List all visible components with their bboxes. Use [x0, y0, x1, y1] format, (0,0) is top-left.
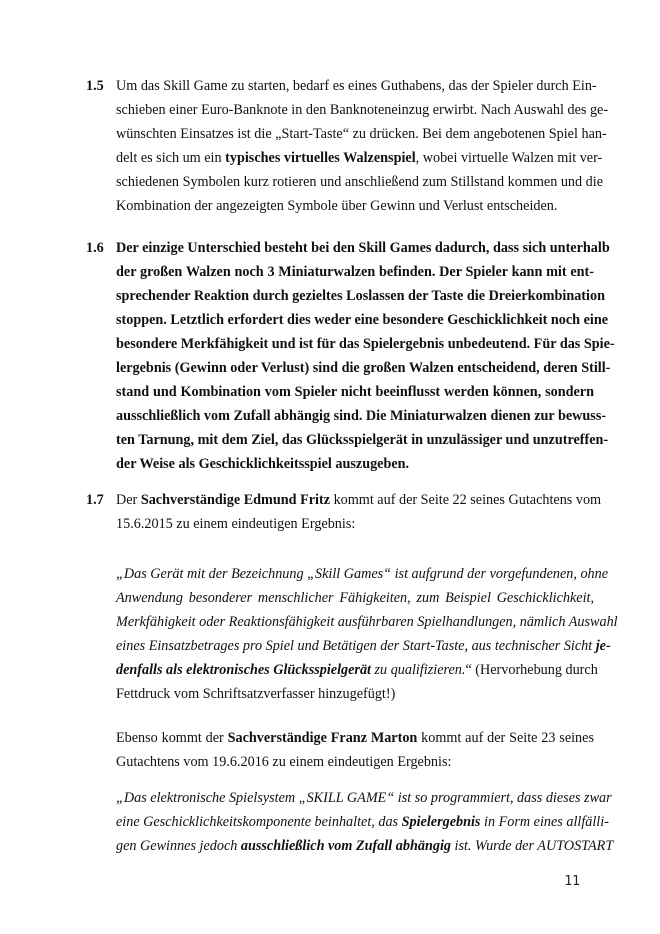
text-run: der großen Walzen noch 3 Miniaturwalzen befinden. Der Spieler kann mit ent- — [116, 264, 594, 280]
text-line — [116, 488, 602, 512]
text-line — [116, 170, 603, 194]
quote-marton — [116, 786, 614, 858]
text-line — [116, 404, 607, 428]
text-line — [116, 810, 609, 834]
page-number: 11 — [564, 874, 580, 889]
text-run: kommt auf der Seite 22 seines Gutachtens vom — [330, 492, 602, 508]
text-line — [116, 834, 614, 858]
text-run: besondere Merkfähigkeit und ist für das Spielergebnis unbedeutend. Für das Spie- — [116, 336, 615, 352]
text-run: wünschten Einsatzes ist die „Start-Taste“ zu drücken. Bei dem angebotenen Spiel han- — [116, 126, 607, 142]
text-run: der Weise als Geschicklichkeitsspiel auszugeben. — [116, 456, 410, 472]
text-line — [116, 726, 594, 750]
text-run: ausschließlich vom Zufall abhängig — [240, 838, 451, 854]
text-run: zu qualifizieren. — [370, 662, 466, 678]
text-line — [116, 308, 609, 332]
text-run: Der einzige Unterschied besteht bei den Skill Games dadurch, dass sich unterhalb — [116, 240, 610, 256]
text-run: typisches virtuelles Walzenspiel — [225, 150, 416, 166]
text-run: ist. Wurde der AUTOSTART — [450, 838, 614, 854]
section-number: 1.6 — [86, 240, 104, 256]
paragraph-body — [116, 236, 615, 476]
text-run: je- — [595, 638, 611, 654]
text-run: sprechender Reaktion durch gezieltes Loslassen der Taste die Dreierkombination — [116, 288, 605, 304]
text-run: Kombination der angezeigten Symbole über Gewinn und Verlust entscheiden. — [116, 198, 558, 214]
text-line — [116, 452, 594, 476]
text-run: delt es sich um ein — [116, 150, 226, 166]
text-run: denfalls als elektronisches Glücksspielgerät — [116, 662, 371, 678]
text-line — [116, 236, 610, 260]
text-run: Merkfähigkeit oder Reaktionsfähigkeit ausführbaren Spielhandlungen, nämlich Auswahl — [116, 614, 618, 630]
text-line — [116, 194, 594, 218]
marton-intro — [116, 726, 594, 774]
text-line — [116, 786, 612, 810]
text-run: kommt auf der Seite 23 seines — [417, 730, 594, 746]
paragraph-body — [116, 74, 609, 218]
text-run: Spielergebnis — [401, 814, 481, 830]
text-run: lergebnis (Gewinn oder Verlust) sind die großen Walzen entscheidend, deren Still- — [116, 360, 611, 376]
text-run: Gutachtens vom 19.6.2016 zu einem eindeutigen Ergebnis: — [116, 754, 452, 770]
text-run: Um das Skill Game zu starten, bedarf es eines Guthabens, das der Spieler durch Ein- — [116, 78, 597, 94]
text-line — [116, 122, 607, 146]
paragraph-body — [116, 488, 602, 536]
text-run: eines Einsatzbetrages pro Spiel und Betätigen der Start-Taste, aus technischer Sicht — [116, 638, 596, 654]
text-run: stoppen. Letztlich erfordert dies weder eine besondere Geschicklichkeit noch eine — [116, 312, 609, 328]
text-run: , wobei virtuelle Walzen mit ver- — [415, 150, 603, 166]
text-run: Sachverständige Edmund Fritz — [140, 492, 331, 508]
text-line — [116, 634, 611, 658]
text-run: stand und Kombination vom Spieler nicht beeinflusst werden können, sondern — [116, 384, 594, 400]
text-line — [116, 586, 594, 610]
text-line — [116, 380, 594, 404]
text-line — [116, 610, 618, 634]
quote-fritz — [116, 562, 618, 706]
section-number: 1.5 — [86, 78, 104, 94]
text-line — [116, 284, 605, 308]
text-run: schiedenen Symbolen kurz rotieren und anschließend zum Stillstand kommen und die — [116, 174, 603, 190]
text-line — [116, 512, 594, 536]
text-run: Anwendung besonderer menschlicher Fähigkeiten, zum Beispiel Geschicklichkeit, — [116, 590, 594, 606]
text-line — [116, 750, 594, 774]
text-run: Fettdruck vom Schriftsatzverfasser hinzugefügt!) — [116, 686, 396, 702]
text-line — [116, 98, 609, 122]
text-run: 15.6.2015 zu einem eindeutigen Ergebnis: — [116, 516, 356, 532]
text-line — [116, 146, 603, 170]
text-line — [116, 682, 594, 706]
text-line — [116, 356, 611, 380]
text-line — [116, 562, 609, 586]
text-run: „Das elektronische Spielsystem „SKILL GAME“ ist so programmiert, dass dieses zwar — [116, 790, 612, 806]
text-line — [116, 74, 597, 98]
text-run: eine Geschicklichkeitskomponente beinhaltet, das — [116, 814, 402, 830]
text-line — [116, 658, 598, 682]
text-run: “ (Hervorhebung durch — [465, 662, 598, 678]
text-run: in Form eines allfälli- — [480, 814, 609, 830]
text-run: „Das Gerät mit der Bezeichnung „Skill Games“ ist aufgrund der vorgefundenen, ohne — [116, 566, 609, 582]
text-run: Der — [116, 492, 141, 508]
text-line — [116, 428, 609, 452]
text-run: ten Tarnung, mit dem Ziel, das Glücksspielgerät in unzulässiger und unzutreffen- — [116, 432, 609, 448]
text-run: Ebenso kommt der — [116, 730, 228, 746]
text-run: gen Gewinnes jedoch — [116, 838, 241, 854]
text-run: Sachverständige Franz Marton — [227, 730, 418, 746]
section-number: 1.7 — [86, 492, 104, 508]
text-line — [116, 260, 594, 284]
text-run: ausschließlich vom Zufall abhängig sind. Die Miniaturwalzen dienen zur bewuss- — [116, 408, 607, 424]
text-run: schieben einer Euro-Banknote in den Banknoteneinzug erwirbt. Nach Auswahl des ge- — [116, 102, 609, 118]
text-line — [116, 332, 615, 356]
